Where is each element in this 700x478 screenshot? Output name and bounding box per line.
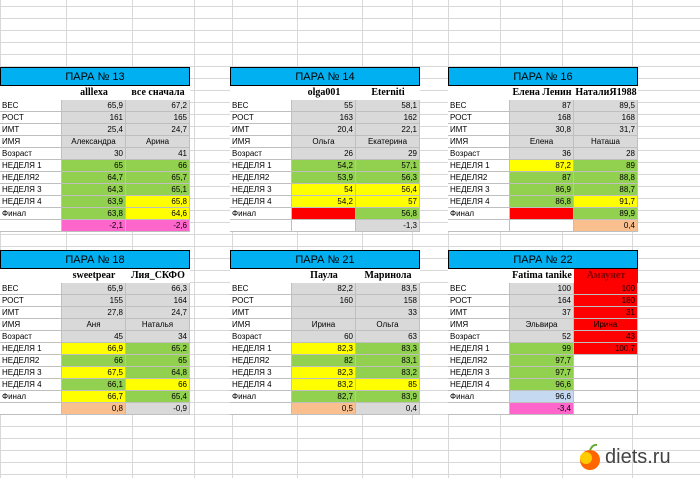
cell-imya-1[interactable]: Александра <box>62 136 126 148</box>
row-label-vozrast: Возраст <box>0 148 62 160</box>
cell-final-2[interactable] <box>574 391 638 403</box>
row-label-w2: НЕДЕЛЯ2 <box>448 355 510 367</box>
cell-w2-2[interactable]: 65,7 <box>126 172 190 184</box>
row-label-w4: НЕДЕЛЯ 4 <box>0 196 62 208</box>
pair-title: ПАРА № 22 <box>448 250 638 269</box>
row-label-ves: ВЕС <box>230 283 292 295</box>
row-label-rost: РОСТ <box>448 112 510 124</box>
cell-final-2[interactable]: 83,9 <box>356 391 420 403</box>
row-label-vozrast: Возраст <box>0 331 62 343</box>
cell-imya-2[interactable]: Арина <box>126 136 190 148</box>
cell-ves-2[interactable]: 67,2 <box>126 100 190 112</box>
cell-imt-2[interactable]: 22,1 <box>356 124 420 136</box>
cell-rost-1[interactable]: 155 <box>62 295 126 307</box>
cell-w2-1[interactable]: 82 <box>292 355 356 367</box>
pair-table <box>448 250 638 415</box>
cell-w1-2[interactable]: 89 <box>574 160 638 172</box>
cell-vozrast-2[interactable]: 28 <box>574 148 638 160</box>
cell-w3-2[interactable]: 88,7 <box>574 184 638 196</box>
cell-vozrast-2[interactable]: 41 <box>126 148 190 160</box>
participant-1-nick: Паула <box>310 270 338 281</box>
cell-vozrast-1[interactable]: 36 <box>510 148 574 160</box>
row-label-w4: НЕДЕЛЯ 4 <box>0 379 62 391</box>
cell-w2-1[interactable]: 53,9 <box>292 172 356 184</box>
cell-w3-1[interactable]: 97,7 <box>510 367 574 379</box>
cell-diff-1[interactable]: 0,8 <box>62 403 126 415</box>
cell-imt-2[interactable]: 31,7 <box>574 124 638 136</box>
row-label-w1: НЕДЕЛЯ 1 <box>0 160 62 172</box>
cell-w1-2[interactable]: 100,7 <box>574 343 638 355</box>
row-label-final: Финал <box>0 391 62 403</box>
row-label-imt: ИМТ <box>0 124 62 136</box>
cell-final-1[interactable]: 66,7 <box>62 391 126 403</box>
row-label-w1: НЕДЕЛЯ 1 <box>230 160 292 172</box>
cell-diff-2[interactable]: 0,4 <box>574 220 638 232</box>
participant-2-nick: Лия_СКФО <box>131 270 185 281</box>
cell-ves-2[interactable]: 66,3 <box>126 283 190 295</box>
cell-vozrast-1[interactable]: 30 <box>62 148 126 160</box>
cell-rost-1[interactable]: 164 <box>510 295 574 307</box>
cell-w4-2[interactable]: 57 <box>356 196 420 208</box>
cell-final-2[interactable]: 65,4 <box>126 391 190 403</box>
cell-w2-1[interactable]: 97,7 <box>510 355 574 367</box>
cell-w2-2[interactable]: 83,1 <box>356 355 420 367</box>
row-label-rost: РОСТ <box>0 112 62 124</box>
logo-text: diets.ru <box>605 446 671 468</box>
row-label-vozrast: Возраст <box>230 148 292 160</box>
cell-rost-1[interactable]: 161 <box>62 112 126 124</box>
cell-w1-1[interactable]: 87,2 <box>510 160 574 172</box>
row-label-imya: ИМЯ <box>230 319 292 331</box>
cell-w4-1[interactable]: 83,2 <box>292 379 356 391</box>
participant-2-nick: НаталиЯ1988 <box>575 87 637 98</box>
row-label-w3: НЕДЕЛЯ 3 <box>448 184 510 196</box>
participant-1-nick: sweetpear <box>72 270 116 281</box>
cell-imt-1[interactable]: 30,8 <box>510 124 574 136</box>
pair-table <box>0 250 190 415</box>
cell-w2-2[interactable] <box>574 355 638 367</box>
cell-w3-1[interactable]: 86,9 <box>510 184 574 196</box>
row-label-rost: РОСТ <box>448 295 510 307</box>
pair-table <box>230 250 420 415</box>
cell-imt-2[interactable]: 24,7 <box>126 307 190 319</box>
row-label-w4: НЕДЕЛЯ 4 <box>230 196 292 208</box>
cell-diff-2[interactable]: 0,4 <box>356 403 420 415</box>
cell-w4-2[interactable]: 85 <box>356 379 420 391</box>
row-label-w2: НЕДЕЛЯ2 <box>0 172 62 184</box>
cell-rost-1[interactable]: 168 <box>510 112 574 124</box>
cell-rost-2[interactable]: 164 <box>126 295 190 307</box>
cell-w2-1[interactable]: 64,7 <box>62 172 126 184</box>
cell-vozrast-2[interactable]: 34 <box>126 331 190 343</box>
cell-imt-1[interactable]: 25,4 <box>62 124 126 136</box>
participant-1-nick: Елена Ленин <box>512 87 572 98</box>
pair-title: ПАРА № 21 <box>230 250 420 269</box>
row-label-w4: НЕДЕЛЯ 4 <box>448 196 510 208</box>
cell-w4-1[interactable]: 86,8 <box>510 196 574 208</box>
participant-2-nick: Маринола <box>364 270 412 281</box>
row-label-imya: ИМЯ <box>0 136 62 148</box>
row-label-w2: НЕДЕЛЯ2 <box>0 355 62 367</box>
cell-w1-2[interactable]: 66 <box>126 160 190 172</box>
row-label-w3: НЕДЕЛЯ 3 <box>0 184 62 196</box>
cell-final-1[interactable]: 63,8 <box>62 208 126 220</box>
cell-vozrast-1[interactable]: 26 <box>292 148 356 160</box>
participant-1-nick: Fatima tanike <box>512 270 572 281</box>
cell-diff-2[interactable]: -0,9 <box>126 403 190 415</box>
participant-2-nick: все сначала <box>131 87 185 98</box>
cell-ves-1[interactable]: 55 <box>292 100 356 112</box>
row-label-ves: ВЕС <box>448 283 510 295</box>
cell-w2-1[interactable]: 87 <box>510 172 574 184</box>
row-label-imya: ИМЯ <box>0 319 62 331</box>
row-label-ves: ВЕС <box>0 283 62 295</box>
cell-rost-1[interactable]: 163 <box>292 112 356 124</box>
row-label-diff <box>0 403 62 415</box>
participant-2-nick: Eterniti <box>371 87 405 98</box>
cell-w4-2[interactable]: 66 <box>126 379 190 391</box>
cell-w2-2[interactable]: 56,3 <box>356 172 420 184</box>
row-label-final: Финал <box>230 391 292 403</box>
cell-imya-1[interactable]: Аня <box>62 319 126 331</box>
pair-title: ПАРА № 18 <box>0 250 190 269</box>
row-label-imt: ИМТ <box>230 307 292 319</box>
site-logo <box>577 440 697 474</box>
row-label-rost: РОСТ <box>230 112 292 124</box>
row-label-w4: НЕДЕЛЯ 4 <box>448 379 510 391</box>
row-label-rost: РОСТ <box>230 295 292 307</box>
cell-imt-2[interactable]: 31 <box>574 307 638 319</box>
row-label-diff <box>230 403 292 415</box>
pair-title: ПАРА № 16 <box>448 67 638 86</box>
cell-imt-1[interactable] <box>292 307 356 319</box>
row-label-w3: НЕДЕЛЯ 3 <box>230 184 292 196</box>
row-label-final: Финал <box>448 208 510 220</box>
pair-table <box>230 67 420 232</box>
cell-w1-1[interactable]: 65 <box>62 160 126 172</box>
cell-w2-2[interactable]: 88,8 <box>574 172 638 184</box>
cell-w4-2[interactable]: 65,8 <box>126 196 190 208</box>
cell-imya-1[interactable]: Эльвира <box>510 319 574 331</box>
cell-w1-1[interactable]: 82,3 <box>292 343 356 355</box>
cell-w4-1[interactable]: 66,1 <box>62 379 126 391</box>
cell-vozrast-2[interactable]: 29 <box>356 148 420 160</box>
cell-w4-1[interactable]: 54,2 <box>292 196 356 208</box>
cell-rost-2[interactable]: 168 <box>574 112 638 124</box>
cell-w2-2[interactable]: 65 <box>126 355 190 367</box>
cell-imya-2[interactable]: Ольга <box>356 319 420 331</box>
row-label-imt: ИМТ <box>448 307 510 319</box>
cell-w1-1[interactable]: 66,9 <box>62 343 126 355</box>
cell-final-2[interactable]: 89,9 <box>574 208 638 220</box>
cell-diff-1[interactable] <box>510 220 574 232</box>
row-label-imt: ИМТ <box>448 124 510 136</box>
cell-w3-2[interactable]: 65,1 <box>126 184 190 196</box>
cell-ves-1[interactable]: 100 <box>510 283 574 295</box>
row-label-w1: НЕДЕЛЯ 1 <box>0 343 62 355</box>
cell-w3-2[interactable]: 56,4 <box>356 184 420 196</box>
cell-w4-2[interactable]: 91,7 <box>574 196 638 208</box>
row-label-imt: ИМТ <box>230 124 292 136</box>
row-label-ves: ВЕС <box>230 100 292 112</box>
cell-w4-2[interactable] <box>574 379 638 391</box>
cell-ves-1[interactable]: 65,9 <box>62 283 126 295</box>
cell-ves-2[interactable]: 89,5 <box>574 100 638 112</box>
row-label-diff <box>448 220 510 232</box>
cell-imya-2[interactable]: Екатерина <box>356 136 420 148</box>
cell-ves-1[interactable]: 87 <box>510 100 574 112</box>
row-label-imya: ИМЯ <box>230 136 292 148</box>
cell-imt-1[interactable]: 37 <box>510 307 574 319</box>
participant-1-nick: alllexa <box>80 87 108 98</box>
cell-imya-1[interactable]: Елена <box>510 136 574 148</box>
participant-1-nick: olga001 <box>307 87 341 98</box>
cell-vozrast-2[interactable]: 63 <box>356 331 420 343</box>
cell-vozrast-2[interactable]: 43 <box>574 331 638 343</box>
cell-w1-2[interactable]: 57,1 <box>356 160 420 172</box>
row-label-w1: НЕДЕЛЯ 1 <box>448 160 510 172</box>
cell-imt-2[interactable]: 33 <box>356 307 420 319</box>
row-label-diff <box>0 220 62 232</box>
apple-icon <box>577 442 603 472</box>
row-label-diff <box>448 403 510 415</box>
row-label-ves: ВЕС <box>448 100 510 112</box>
cell-rost-2[interactable]: 180 <box>574 295 638 307</box>
cell-rost-1[interactable]: 160 <box>292 295 356 307</box>
pair-title: ПАРА № 14 <box>230 67 420 86</box>
cell-diff-2[interactable] <box>574 403 638 415</box>
cell-imya-2[interactable]: Наталья <box>126 319 190 331</box>
pair-title: ПАРА № 13 <box>0 67 190 86</box>
cell-w3-2[interactable]: 83,2 <box>356 367 420 379</box>
cell-ves-2[interactable]: 83,5 <box>356 283 420 295</box>
cell-vozrast-1[interactable]: 52 <box>510 331 574 343</box>
cell-w3-1[interactable]: 67,5 <box>62 367 126 379</box>
cell-w3-1[interactable]: 82,3 <box>292 367 356 379</box>
cell-rost-2[interactable]: 162 <box>356 112 420 124</box>
cell-final-1[interactable]: 82,7 <box>292 391 356 403</box>
cell-imt-1[interactable]: 20,4 <box>292 124 356 136</box>
row-label-imya: ИМЯ <box>448 319 510 331</box>
cell-w3-2[interactable]: 64,8 <box>126 367 190 379</box>
pair-table <box>0 67 190 232</box>
cell-rost-2[interactable]: 158 <box>356 295 420 307</box>
row-label-rost: РОСТ <box>0 295 62 307</box>
cell-w3-2[interactable] <box>574 367 638 379</box>
cell-final-2[interactable]: 56,8 <box>356 208 420 220</box>
cell-diff-2[interactable]: -1,3 <box>356 220 420 232</box>
row-label-w3: НЕДЕЛЯ 3 <box>0 367 62 379</box>
cell-final-2[interactable]: 64,6 <box>126 208 190 220</box>
cell-final-1[interactable] <box>510 208 574 220</box>
row-label-final: Финал <box>230 208 292 220</box>
participant-2-nick: Амаунет <box>574 269 638 283</box>
cell-imya-2[interactable]: Ирина <box>574 319 638 331</box>
cell-final-1[interactable] <box>292 208 356 220</box>
cell-w3-1[interactable]: 54 <box>292 184 356 196</box>
cell-w4-1[interactable]: 96,6 <box>510 379 574 391</box>
cell-w1-1[interactable]: 99 <box>510 343 574 355</box>
row-label-vozrast: Возраст <box>448 331 510 343</box>
cell-ves-2[interactable]: 100 <box>574 283 638 295</box>
cell-imya-2[interactable]: Наташа <box>574 136 638 148</box>
cell-diff-1[interactable]: 0,5 <box>292 403 356 415</box>
row-label-final: Финал <box>448 391 510 403</box>
row-label-w2: НЕДЕЛЯ2 <box>230 355 292 367</box>
cell-imya-1[interactable]: Ольга <box>292 136 356 148</box>
cell-w1-2[interactable]: 83,3 <box>356 343 420 355</box>
row-label-vozrast: Возраст <box>448 148 510 160</box>
row-label-final: Финал <box>0 208 62 220</box>
row-label-diff <box>230 220 292 232</box>
cell-w1-1[interactable]: 54,2 <box>292 160 356 172</box>
cell-w3-1[interactable]: 64,3 <box>62 184 126 196</box>
cell-diff-1[interactable] <box>292 220 356 232</box>
pair-table <box>448 67 638 232</box>
row-label-w3: НЕДЕЛЯ 3 <box>230 367 292 379</box>
cell-final-1[interactable]: 96,6 <box>510 391 574 403</box>
row-label-w3: НЕДЕЛЯ 3 <box>448 367 510 379</box>
row-label-imya: ИМЯ <box>448 136 510 148</box>
row-label-vozrast: Возраст <box>230 331 292 343</box>
row-label-ves: ВЕС <box>0 100 62 112</box>
row-label-w2: НЕДЕЛЯ2 <box>448 172 510 184</box>
cell-diff-1[interactable]: -3,4 <box>510 403 574 415</box>
cell-diff-1[interactable]: -2,1 <box>62 220 126 232</box>
cell-ves-1[interactable]: 82,2 <box>292 283 356 295</box>
row-label-w4: НЕДЕЛЯ 4 <box>230 379 292 391</box>
cell-imt-1[interactable]: 27,8 <box>62 307 126 319</box>
row-label-w1: НЕДЕЛЯ 1 <box>230 343 292 355</box>
cell-w2-1[interactable]: 66 <box>62 355 126 367</box>
cell-w4-1[interactable]: 63,9 <box>62 196 126 208</box>
cell-diff-2[interactable]: -2,6 <box>126 220 190 232</box>
cell-vozrast-1[interactable]: 60 <box>292 331 356 343</box>
cell-ves-2[interactable]: 58,1 <box>356 100 420 112</box>
row-label-w1: НЕДЕЛЯ 1 <box>448 343 510 355</box>
row-label-imt: ИМТ <box>0 307 62 319</box>
cell-imt-2[interactable]: 24,7 <box>126 124 190 136</box>
cell-w1-2[interactable]: 65,2 <box>126 343 190 355</box>
cell-rost-2[interactable]: 165 <box>126 112 190 124</box>
cell-vozrast-1[interactable]: 45 <box>62 331 126 343</box>
cell-imya-1[interactable]: Ирина <box>292 319 356 331</box>
row-label-w2: НЕДЕЛЯ2 <box>230 172 292 184</box>
cell-ves-1[interactable]: 65,9 <box>62 100 126 112</box>
